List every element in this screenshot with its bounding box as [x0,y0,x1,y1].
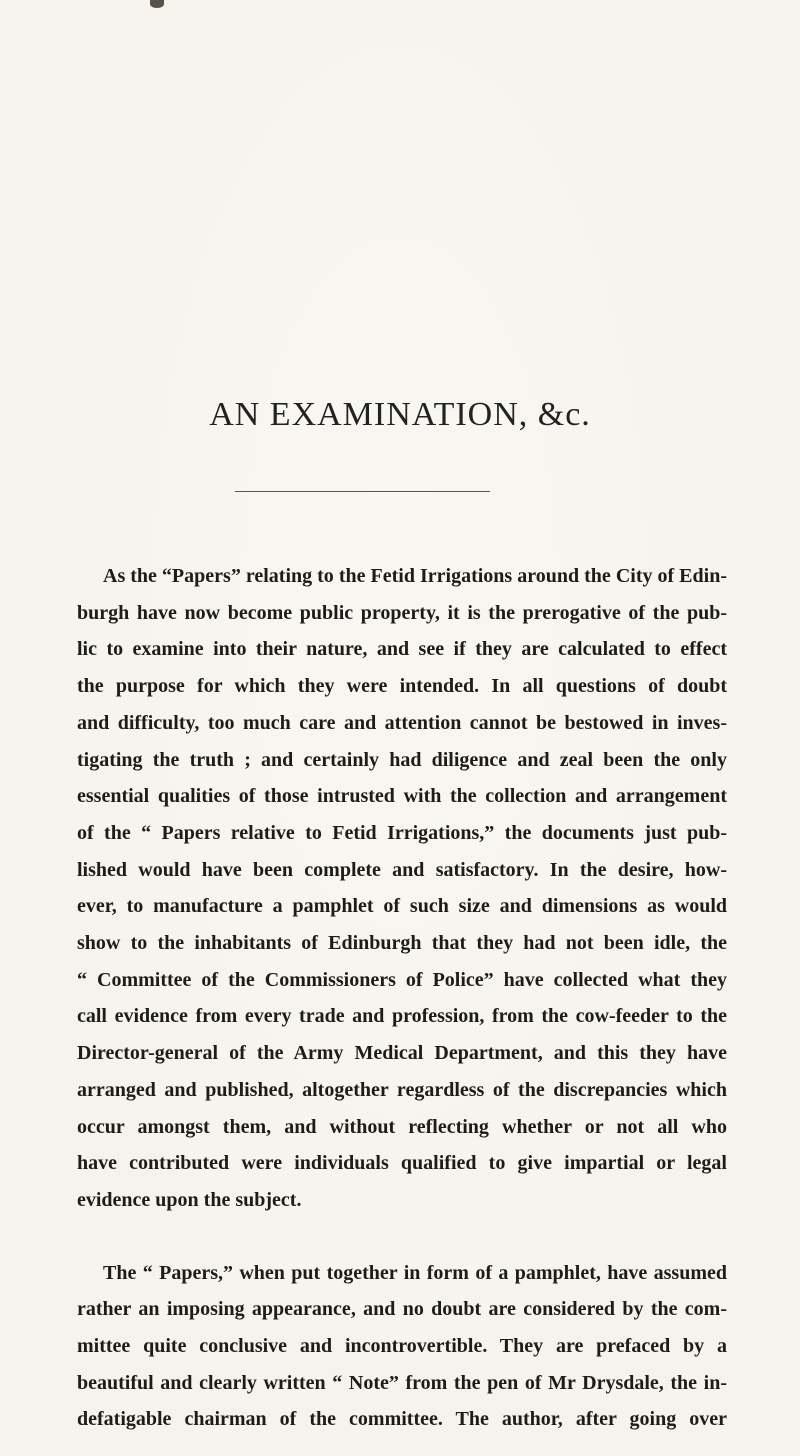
ink-blot [150,0,164,8]
text-line: arranged and published, altogether regardless of the discrepancies which [77,1078,727,1101]
text-line: rather an imposing appearance, and no doubt are considered by the com- [77,1298,727,1321]
text-line: Director-general of the Army Medical Department, and this they have [77,1042,727,1065]
paragraph-1 [77,558,727,1219]
text-line: show to the inhabitants of Edinburgh that they had not been idle, the [77,932,727,955]
text-line: occur amongst them, and without reflecting whether or not all who [77,1115,727,1138]
text-line: beautiful and clearly written “ Note” from the pen of Mr Drysdale, the in- [77,1371,727,1394]
text-line: ever, to manufacture a pamphlet of such size and dimensions as would [77,895,727,918]
text-line: tigating the truth ; and certainly had diligence and zeal been the only [77,748,727,771]
paragraph-2 [77,1255,727,1439]
text-line: burgh have now become public property, it is the prerogative of the pub- [77,601,727,624]
text-line: have contributed were individuals qualified to give impartial or legal [77,1152,727,1175]
text-line: essential qualities of those intrusted with the collection and arrangement [77,785,727,808]
text-line: lished would have been complete and satisfactory. In the desire, how- [77,858,727,881]
text-line: “ Committee of the Commissioners of Police” have collected what they [77,968,727,991]
text-line: The “ Papers,” when put together in form of a pamphlet, have assumed [103,1261,727,1284]
body-text [77,558,727,1438]
paragraph-spacer [77,1219,727,1255]
text-line: the purpose for which they were intended. In all questions of doubt [77,675,727,698]
title-divider [235,491,490,492]
text-line: mittee quite conclusive and incontrovertible. They are prefaced by a [77,1335,727,1358]
text-line: of the “ Papers relative to Fetid Irrigations,” the documents just pub- [77,821,727,844]
page-title: AN EXAMINATION, &c. [209,396,591,433]
text-line: evidence upon the subject. [77,1188,302,1211]
text-line: and difficulty, too much care and attention cannot be bestowed in inves- [77,711,727,734]
text-line: defatigable chairman of the committee. The author, after going over [77,1408,727,1431]
text-line: As the “Papers” relating to the Fetid Irrigations around the City of Edin- [103,565,727,587]
text-line: lic to examine into their nature, and see if they are calculated to effect [77,638,727,661]
text-line: call evidence from every trade and profession, from the cow-feeder to the [77,1005,727,1028]
